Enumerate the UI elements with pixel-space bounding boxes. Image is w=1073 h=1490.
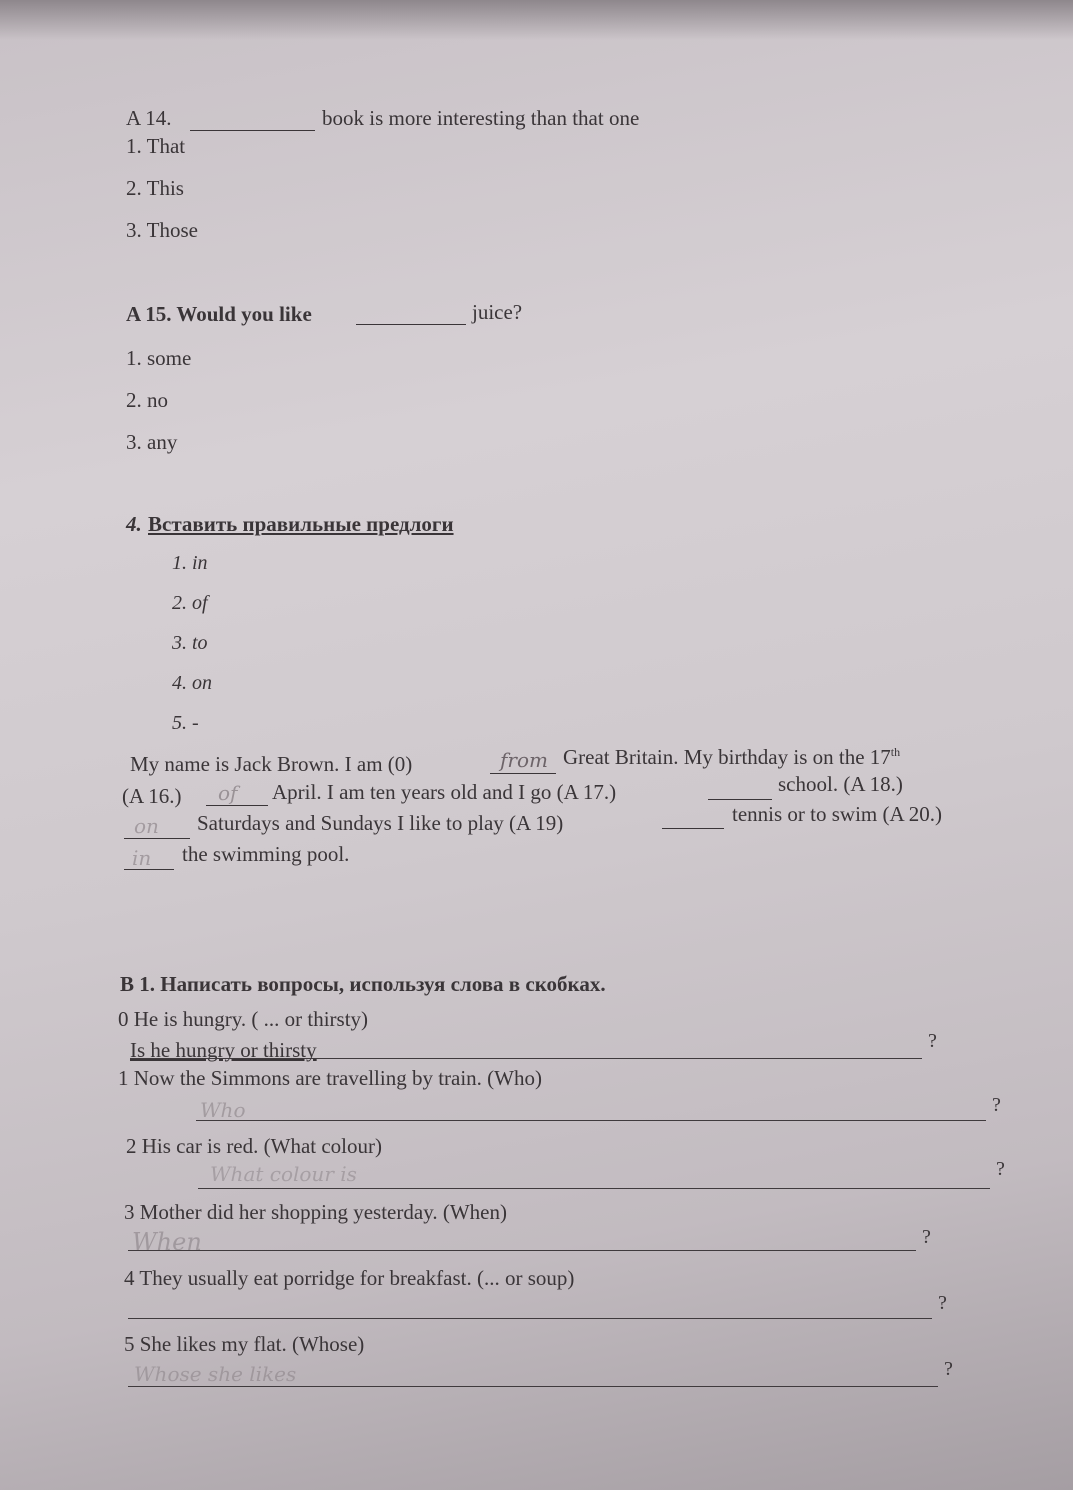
passage-line1-sup: th (890, 745, 901, 759)
passage-blank-a16 (206, 805, 268, 806)
section4-number: 4. (126, 512, 142, 536)
b1-answer-line-3 (128, 1250, 916, 1251)
a14-option-3: 3. Those (126, 218, 198, 242)
a14-label: A 14. (126, 106, 172, 130)
b1-prompt-4: 4 They usually eat porridge for breakfast. (... or soup) (124, 1266, 575, 1290)
section4-option-2: 2. of (172, 592, 208, 614)
b1-answer-line-4 (128, 1318, 932, 1319)
passage-line2-end: school. (A 18.) (778, 772, 903, 796)
passage-line2-middle: April. I am ten years old and I go (A 17.) (272, 780, 617, 804)
b1-answer-line-0 (130, 1058, 922, 1059)
b1-prompt-5: 5 She likes my flat. (Whose) (124, 1332, 365, 1356)
section4-heading: Вставить правильные предлоги (148, 512, 454, 536)
passage-blank-0 (490, 773, 556, 774)
b1-prompt-2: 2 His car is red. (What colour) (126, 1134, 382, 1158)
passage-line3-middle: Saturdays and Sundays I like to play (A 19) (197, 811, 564, 835)
b1-answer-line-1 (196, 1120, 986, 1121)
b1-answer-3: When (132, 1228, 202, 1256)
b1-qmark-5: ? (944, 1358, 953, 1380)
a14-option-2: 2. This (126, 176, 184, 200)
b1-prompt-3: 3 Mother did her shopping yesterday. (When) (124, 1200, 507, 1224)
b1-qmark-4: ? (938, 1292, 947, 1314)
passage-blank-a17 (708, 799, 772, 800)
passage-blank-a18 (124, 838, 190, 839)
a15-text: juice? (472, 300, 523, 324)
b1-heading: B 1. Написать вопросы, используя слова в скобках. (120, 972, 606, 996)
b1-qmark-1: ? (992, 1094, 1001, 1116)
passage-line4: the swimming pool. (182, 842, 350, 866)
passage-blank-a19 (662, 828, 724, 829)
b1-answer-0: Is he hungry or thirsty (130, 1038, 317, 1062)
passage-fill-a18: on (134, 814, 159, 838)
a14-blank (190, 130, 315, 131)
b1-qmark-3: ? (922, 1226, 931, 1248)
passage-line3-end: tennis or to swim (A 20.) (732, 802, 942, 826)
passage-fill-a20: in (132, 846, 152, 870)
a15-option-1: 1. some (126, 346, 192, 370)
a15-option-2: 2. no (126, 388, 168, 412)
section4-option-5: 5. - (172, 712, 199, 734)
passage-line1-start: My name is Jack Brown. I am (0) (130, 752, 413, 776)
a15-blank (356, 324, 466, 325)
a15-label: A 15. Would you like (126, 302, 312, 326)
b1-prompt-0: 0 He is hungry. ( ... or thirsty) (118, 1007, 369, 1031)
a14-text: book is more interesting than that one (322, 106, 640, 130)
passage-fill-0: from (500, 748, 548, 772)
section4-option-4: 4. on (172, 672, 212, 694)
b1-answer-5: Whose she likes (134, 1362, 297, 1386)
b1-qmark-2: ? (996, 1158, 1005, 1180)
a14-option-1: 1. That (126, 134, 186, 158)
section4-option-3: 3. to (172, 632, 208, 654)
b1-answer-line-2 (198, 1188, 990, 1189)
passage-line2-label: (A 16.) (122, 784, 182, 808)
b1-answer-2: What colour is (210, 1162, 357, 1186)
passage-fill-a16: of (218, 781, 238, 805)
b1-answer-line-5 (128, 1386, 938, 1387)
b1-qmark-0: ? (928, 1030, 937, 1052)
passage-line1-end: Great Britain. My birthday is on the 17 (563, 745, 891, 769)
b1-prompt-1: 1 Now the Simmons are travelling by train. (Who) (118, 1066, 542, 1090)
section4-option-1: 1. in (172, 552, 208, 574)
b1-answer-1: Who (200, 1098, 246, 1122)
a15-option-3: 3. any (126, 430, 178, 454)
paper-top-shadow (0, 0, 1073, 40)
